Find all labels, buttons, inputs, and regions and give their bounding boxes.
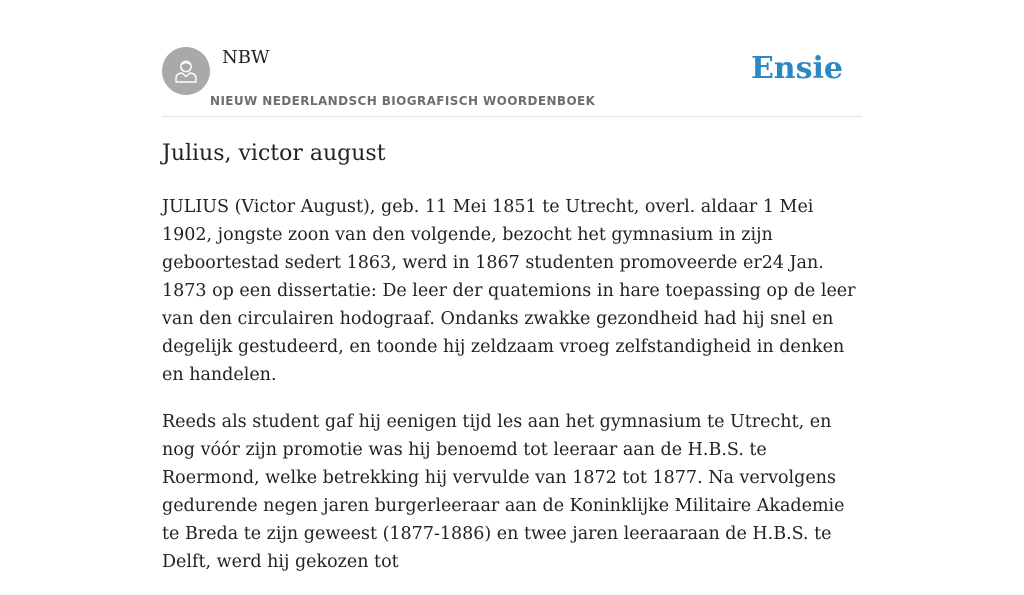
ensie-logo[interactable]: Ensie	[750, 51, 843, 86]
user-icon	[171, 56, 201, 86]
article-paragraph: JULIUS (Victor August), geb. 11 Mei 1851 te Utrecht, overl. aldaar 1 Mei 1902, jongste zoon van den volgende, bezocht het gymnasium in zijn geboortestad sedert 1863, werd in 1867 studenten promoveerde er24 Jan. 1873 op een dissertatie: De leer der quatemions in hare toepassing op de leer van den circulairen hodograaf. Ondanks zwakke gezondheid had hij snel en degelijk gestudeerd, en toonde hij zeldzaam vroeg zelfstandigheid in denken en handelen.	[162, 197, 856, 385]
article-paragraph: Reeds als student gaf hij eenigen tijd les aan het gymnasium te Utrecht, en nog vóór zijn promotie was hij benoemd tot leeraar aan de H.B.S. te Roermond, welke betrekking hij vervulde van 1872 tot 1877. Na vervolgens gedurende negen jaren burgerleeraar aan de Koninklijke Militaire Akademie te Breda te zijn geweest (1877-1886) en twee jaren leeraaraan de H.B.S. te Delft, werd hij gekozen tot	[162, 412, 845, 572]
publication-name[interactable]: NIEUW NEDERLANDSCH BIOGRAFISCH WOORDENBOEK	[210, 94, 596, 108]
author-name[interactable]: NBW	[222, 47, 270, 68]
article-title: Julius, victor august	[162, 141, 386, 166]
avatar[interactable]	[162, 47, 210, 95]
article-header	[162, 47, 862, 117]
article-body	[162, 193, 862, 595]
